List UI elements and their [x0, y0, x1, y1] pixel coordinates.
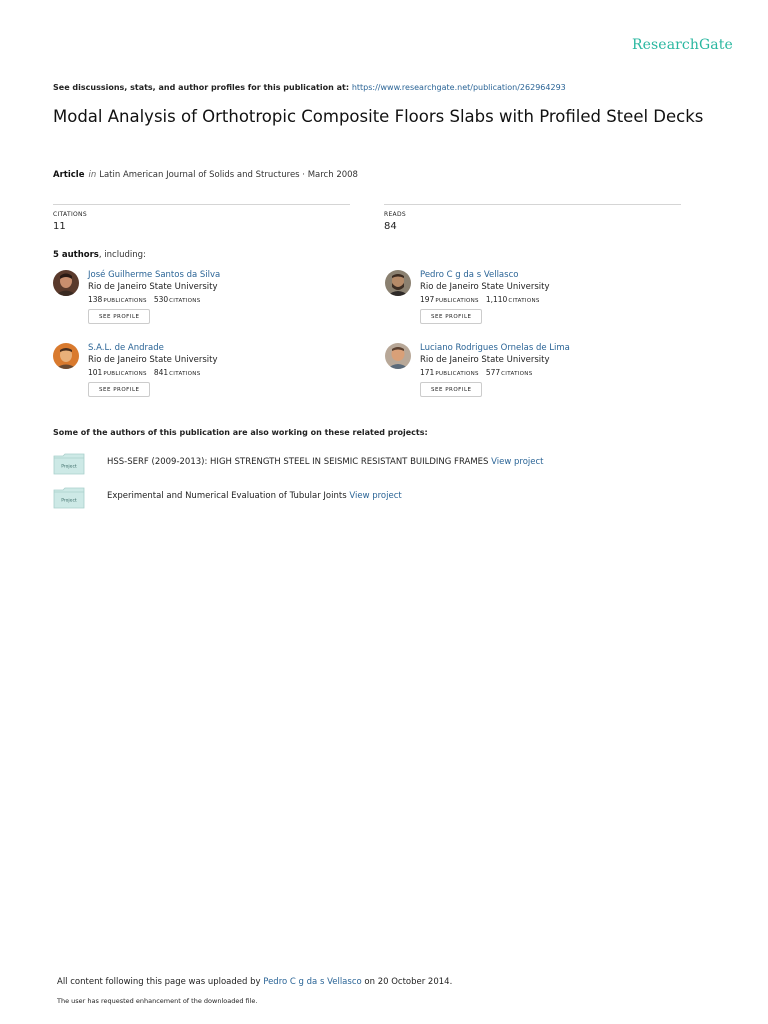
- project-folder-icon: [53, 487, 85, 513]
- project-text: [107, 457, 544, 467]
- project-folder-icon: [53, 453, 85, 479]
- author-citations-label: CITATIONS: [508, 298, 540, 304]
- author-publications-count: 197: [420, 295, 435, 304]
- project-icon-label: Project: [61, 498, 77, 504]
- citations-stat: [53, 204, 350, 232]
- publication-title: Modal Analysis of Orthotropic Composite Floors Slabs with Profiled Steel Decks: [53, 107, 704, 126]
- related-projects-heading: Some of the authors of this publication are also working on these related projects:: [53, 428, 428, 437]
- author-stats: [420, 295, 547, 304]
- view-project-link[interactable]: View project: [491, 457, 544, 467]
- upload-suffix: on 20 October 2014.: [361, 977, 453, 987]
- author-publications-label: PUBLICATIONS: [435, 298, 479, 304]
- see-profile-button[interactable]: SEE PROFILE: [420, 309, 482, 324]
- authors-suffix: , including:: [98, 250, 146, 260]
- author-institution: Rio de Janeiro State University: [420, 282, 550, 292]
- project-title: HSS-SERF (2009-2013): HIGH STRENGTH STEEL IN SEISMIC RESISTANT BUILDING FRAMES: [107, 457, 489, 467]
- citations-label: CITATIONS: [53, 211, 87, 218]
- author-stats: [88, 368, 208, 377]
- author-photo-icon[interactable]: [53, 270, 79, 296]
- reads-value: 84: [384, 221, 397, 232]
- publication-url-link[interactable]: https://www.researchgate.net/publication/262964293: [351, 83, 566, 92]
- author-citations-count: 1,110: [485, 295, 508, 304]
- reads-stat: [384, 204, 681, 232]
- see-profile-button[interactable]: SEE PROFILE: [88, 382, 150, 397]
- author-publications-count: 101: [88, 368, 103, 377]
- author-citations-label: CITATIONS: [501, 371, 533, 377]
- article-type: Article: [53, 170, 85, 180]
- author-institution: Rio de Janeiro State University: [420, 355, 550, 365]
- discussion-line: [53, 83, 566, 92]
- author-card: [385, 343, 665, 403]
- see-profile-button[interactable]: SEE PROFILE: [88, 309, 150, 324]
- see-profile-button[interactable]: SEE PROFILE: [420, 382, 482, 397]
- project-item: [53, 487, 653, 511]
- enhancement-note: The user has requested enhancement of the downloaded file.: [57, 997, 258, 1005]
- author-card: [53, 270, 333, 330]
- author-stats: [420, 368, 540, 377]
- upload-notice: [57, 977, 452, 987]
- author-publications-count: 171: [420, 368, 435, 377]
- author-publications-label: PUBLICATIONS: [103, 371, 147, 377]
- author-photo-icon[interactable]: [53, 343, 79, 369]
- project-icon-label: Project: [61, 464, 77, 470]
- author-citations-count: 577: [485, 368, 501, 377]
- project-title: Experimental and Numerical Evaluation of Tubular Joints: [107, 491, 347, 501]
- citations-value: 11: [53, 221, 66, 232]
- uploader-link[interactable]: Pedro C g da s Vellasco: [263, 977, 362, 987]
- author-publications-label: PUBLICATIONS: [103, 298, 147, 304]
- project-text: [107, 491, 402, 501]
- journal-name: Latin American Journal of Solids and Structures · March 2008: [99, 170, 358, 180]
- author-publications-count: 138: [88, 295, 103, 304]
- author-citations-label: CITATIONS: [169, 298, 201, 304]
- author-institution: Rio de Janeiro State University: [88, 282, 218, 292]
- author-institution: Rio de Janeiro State University: [88, 355, 218, 365]
- researchgate-logo[interactable]: ResearchGate: [632, 37, 733, 53]
- author-publications-label: PUBLICATIONS: [435, 371, 479, 377]
- view-project-link[interactable]: View project: [349, 491, 402, 501]
- authors-count: 5 authors: [53, 250, 99, 260]
- reads-label: READS: [384, 211, 406, 218]
- author-name-link[interactable]: José Guilherme Santos da Silva: [88, 270, 221, 280]
- discussion-prefix: See discussions, stats, and author profiles for this publication at:: [53, 83, 352, 92]
- article-in: in: [88, 170, 97, 180]
- author-card: [53, 343, 333, 403]
- author-photo-icon[interactable]: [385, 343, 411, 369]
- author-name-link[interactable]: Pedro C g da s Vellasco: [420, 270, 519, 280]
- author-name-link[interactable]: Luciano Rodrigues Ornelas de Lima: [420, 343, 570, 353]
- authors-heading: [53, 250, 146, 260]
- author-citations-count: 841: [153, 368, 169, 377]
- author-citations-count: 530: [153, 295, 169, 304]
- project-item: [53, 453, 653, 477]
- author-stats: [88, 295, 208, 304]
- author-card: [385, 270, 665, 330]
- author-citations-label: CITATIONS: [169, 371, 201, 377]
- author-photo-icon[interactable]: [385, 270, 411, 296]
- author-name-link[interactable]: S.A.L. de Andrade: [88, 343, 164, 353]
- article-meta: [53, 170, 358, 180]
- upload-prefix: All content following this page was uploaded by: [57, 977, 264, 987]
